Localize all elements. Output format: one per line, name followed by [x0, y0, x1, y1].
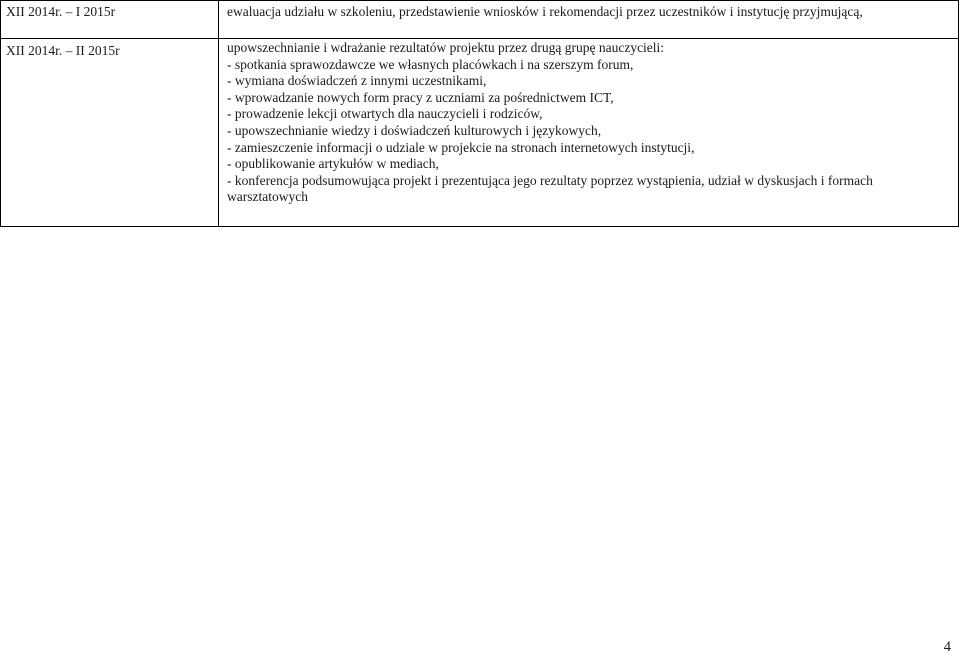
activity-cell	[219, 1, 959, 39]
activity-line: ewaluacja udziału w szkoleniu, przedstawienie wniosków i rekomendacji przez uczestników i instytucję przyjmującą,	[227, 4, 863, 19]
activity-line: - zamieszczenie informacji o udziale w projekcie na stronach internetowych instytucji,	[227, 139, 695, 155]
activity-line: - wprowadzanie nowych form pracy z uczniami za pośrednictwem ICT,	[227, 89, 614, 105]
activity-line: - opublikowanie artykułów w mediach,	[227, 156, 439, 172]
activity-line: - spotkania sprawozdawcze we własnych placówkach i na szerszym forum,	[227, 56, 634, 72]
schedule-table	[0, 0, 959, 227]
table-row	[1, 1, 959, 39]
activity-line: - konferencja podsumowująca projekt i prezentująca jego rezultaty poprzez wystąpienia, udział w dyskusjach i formach warsztatowych	[227, 172, 873, 205]
activity-line: upowszechnianie i wdrażanie rezultatów projektu przez drugą grupę nauczycieli:	[227, 40, 665, 55]
period-text: XII 2014r. – I 2015r	[6, 4, 116, 19]
table-row	[1, 39, 959, 227]
activity-line: - wymiana doświadczeń z innymi uczestnikami,	[227, 73, 487, 89]
activity-line: - upowszechnianie wiedzy i doświadczeń kulturowych i językowych,	[227, 122, 602, 138]
period-cell	[1, 1, 219, 39]
activity-line: - prowadzenie lekcji otwartych dla nauczycieli i rodziców,	[227, 106, 543, 122]
activity-cell	[219, 39, 959, 227]
period-cell	[1, 39, 219, 227]
page-number: 4	[943, 639, 951, 655]
period-text: XII 2014r. – II 2015r	[6, 43, 120, 58]
